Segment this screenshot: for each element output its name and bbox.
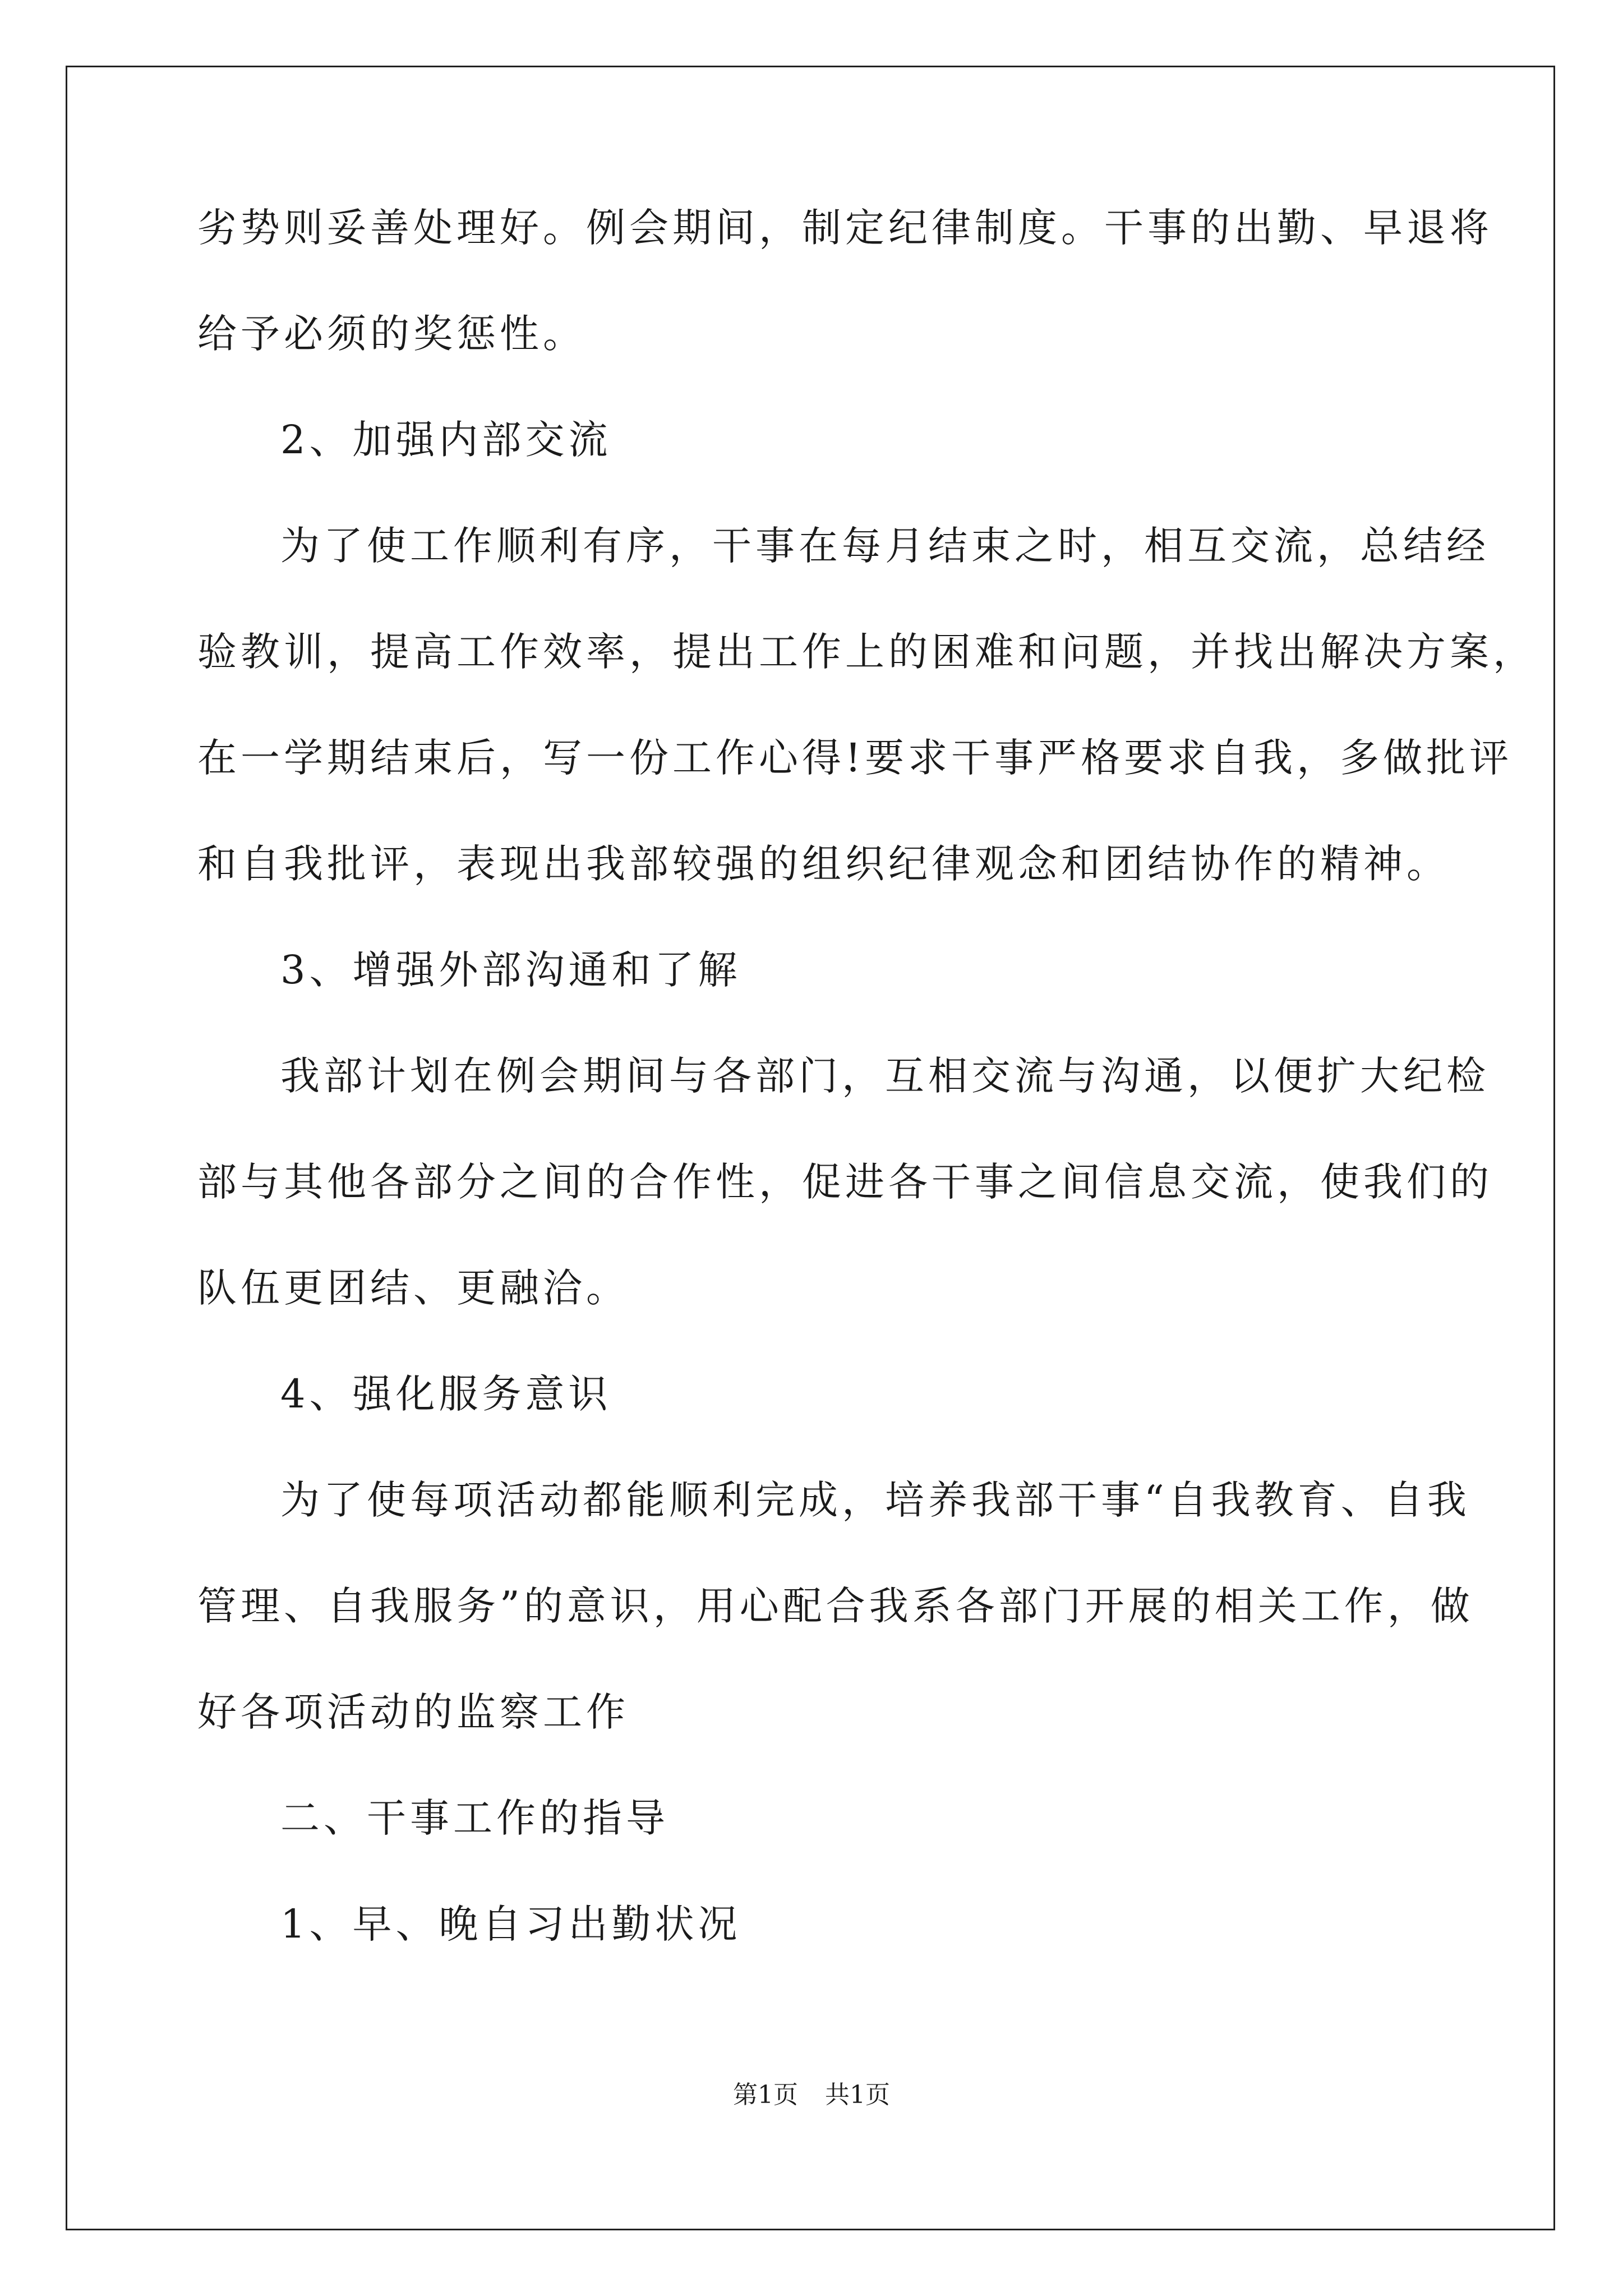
paragraph-line: 管理、自我服务”的意识，用心配合我系各部门开展的相关工作，做 <box>197 1583 1474 1629</box>
page-footer <box>0 2078 1623 2112</box>
page-number-total: 共1页 <box>825 2081 890 2109</box>
paragraph-line: 为了使每项活动都能顺利完成，培养我部干事“自我教育、自我 <box>280 1477 1470 1523</box>
paragraph-line: 给予必须的奖惩性。 <box>197 311 586 357</box>
section-heading: 4、强化服务意识 <box>280 1371 612 1417</box>
paragraph-line: 验教训，提高工作效率，提出工作上的困难和问题，并找出解决方案， <box>197 629 1536 675</box>
paragraph-line: 好各项活动的监察工作 <box>197 1689 629 1735</box>
paragraph-line: 在一学期结束后，写一份工作心得!要求干事严格要求自我，多做批评 <box>197 735 1513 781</box>
paragraph-line: 劣势则妥善处理好。例会期间，制定纪律制度。干事的出勤、早退将 <box>197 205 1493 251</box>
section-heading: 1、早、晚自习出勤状况 <box>280 1901 741 1947</box>
paragraph-line: 为了使工作顺利有序，干事在每月结束之时，相互交流，总结经 <box>280 523 1490 569</box>
paragraph-line: 我部计划在例会期间与各部门，互相交流与沟通，以便扩大纪检 <box>280 1053 1490 1099</box>
paragraph-line: 和自我批评，表现出我部较强的组织纪律观念和团结协作的精神。 <box>197 841 1450 887</box>
section-heading: 3、增强外部沟通和了解 <box>280 947 741 993</box>
section-heading: 二、干事工作的指导 <box>280 1795 669 1841</box>
section-heading: 2、加强内部交流 <box>280 417 612 463</box>
paragraph-line: 队伍更团结、更融洽。 <box>197 1265 629 1311</box>
paragraph-line: 部与其他各部分之间的合作性，促进各干事之间信息交流，使我们的 <box>197 1159 1493 1205</box>
page-number-current: 第1页 <box>733 2081 798 2109</box>
